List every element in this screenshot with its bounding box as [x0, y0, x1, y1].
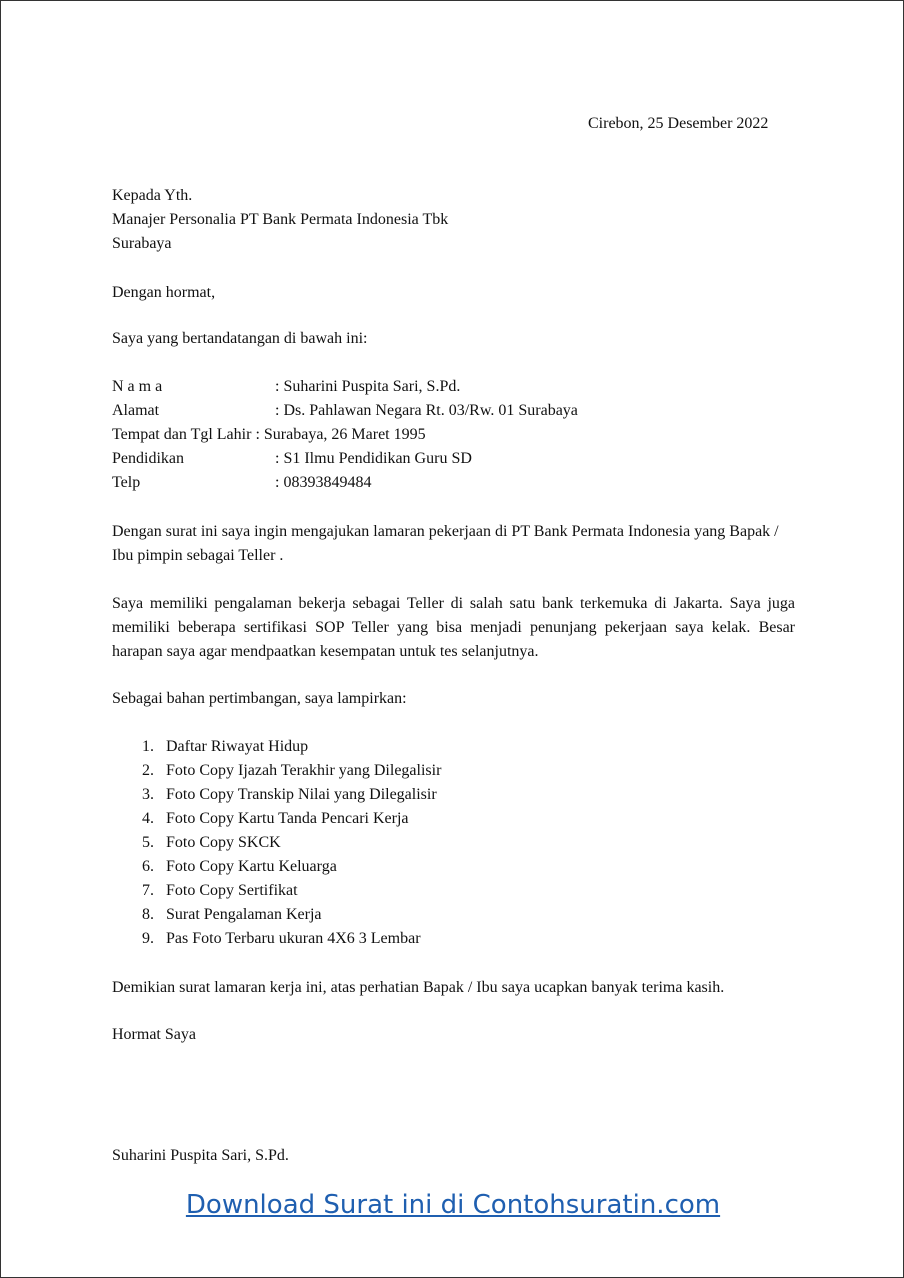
list-number: 9.	[142, 930, 154, 947]
list-item	[112, 783, 441, 807]
list-number: 1.	[142, 738, 154, 755]
list-text: Foto Copy Ijazah Terakhir yang Dilegalisir	[166, 762, 442, 779]
attachments-list	[112, 735, 441, 951]
recipient-line: Surabaya	[112, 235, 172, 252]
place-date: Cirebon, 25 Desember 2022	[588, 115, 769, 132]
list-item	[112, 735, 441, 759]
identity-row	[112, 375, 578, 399]
sign-off: Hormat Saya	[112, 1026, 196, 1043]
list-number: 5.	[142, 834, 154, 851]
list-number: 6.	[142, 858, 154, 875]
download-link[interactable]: Download Surat ini di Contohsuratin.com	[185, 1190, 721, 1220]
list-item	[112, 831, 441, 855]
recipient-line: Kepada Yth.	[112, 187, 193, 204]
list-item	[112, 903, 441, 927]
identity-row	[112, 423, 578, 447]
list-item	[112, 927, 441, 951]
identity-value: : Surabaya, 26 Maret 1995	[255, 426, 426, 443]
attachments-intro: Sebagai bahan pertimbangan, saya lampirkan:	[112, 690, 407, 707]
list-item	[112, 879, 441, 903]
identity-label: N a m a	[112, 378, 163, 395]
list-text: Surat Pengalaman Kerja	[166, 906, 322, 923]
recipient-line: Manajer Personalia PT Bank Permata Indonesia Tbk	[112, 211, 449, 228]
list-text: Foto Copy SKCK	[166, 834, 281, 851]
list-number: 4.	[142, 810, 154, 827]
closing-paragraph: Demikian surat lamaran kerja ini, atas perhatian Bapak / Ibu saya ucapkan banyak terima kasih.	[112, 979, 725, 996]
list-text: Foto Copy Sertifikat	[166, 882, 298, 899]
identity-label: Telp	[112, 474, 141, 491]
list-text: Pas Foto Terbaru ukuran 4X6 3 Lembar	[166, 930, 421, 947]
identity-value: : Suharini Puspita Sari, S.Pd.	[275, 378, 461, 395]
list-number: 2.	[142, 762, 154, 779]
intro-text: Saya yang bertandatangan di bawah ini:	[112, 330, 368, 347]
list-number: 3.	[142, 786, 154, 803]
signer-name: Suharini Puspita Sari, S.Pd.	[112, 1147, 289, 1164]
identity-label: Alamat	[112, 402, 160, 419]
list-item	[112, 807, 441, 831]
list-text: Foto Copy Transkip Nilai yang Dilegalisir	[166, 786, 437, 803]
list-item	[112, 759, 441, 783]
identity-row	[112, 471, 578, 495]
list-text: Daftar Riwayat Hidup	[166, 738, 309, 755]
identity-block	[112, 375, 578, 495]
salutation: Dengan hormat,	[112, 284, 216, 301]
recipient-block	[112, 184, 448, 256]
identity-value: : Ds. Pahlawan Negara Rt. 03/Rw. 01 Surabaya	[275, 402, 578, 419]
paragraph-experience: Saya memiliki pengalaman bekerja sebagai Teller di salah satu bank terkemuka di Jakarta. Saya juga memiliki beberapa sertifikasi SOP Teller yang bisa menjadi penunjang pekerjaan saya kelak. Besar harapan saya agar mendpaatkan kesempatan untuk tes selanjutnya.	[112, 595, 795, 660]
identity-label: Pendidikan	[112, 450, 184, 467]
paragraph-application: Dengan surat ini saya ingin mengajukan lamaran pekerjaan di PT Bank Permata Indonesia yang Bapak / Ibu pimpin sebagai Teller .	[112, 523, 779, 564]
identity-row	[112, 447, 578, 471]
list-number: 8.	[142, 906, 154, 923]
identity-value: : S1 Ilmu Pendidikan Guru SD	[275, 450, 472, 467]
identity-value: : 08393849484	[275, 474, 372, 491]
list-number: 7.	[142, 882, 154, 899]
list-text: Foto Copy Kartu Tanda Pencari Kerja	[166, 810, 409, 827]
identity-row	[112, 399, 578, 423]
list-item	[112, 855, 441, 879]
identity-label: Tempat dan Tgl Lahir	[112, 426, 252, 443]
list-text: Foto Copy Kartu Keluarga	[166, 858, 337, 875]
